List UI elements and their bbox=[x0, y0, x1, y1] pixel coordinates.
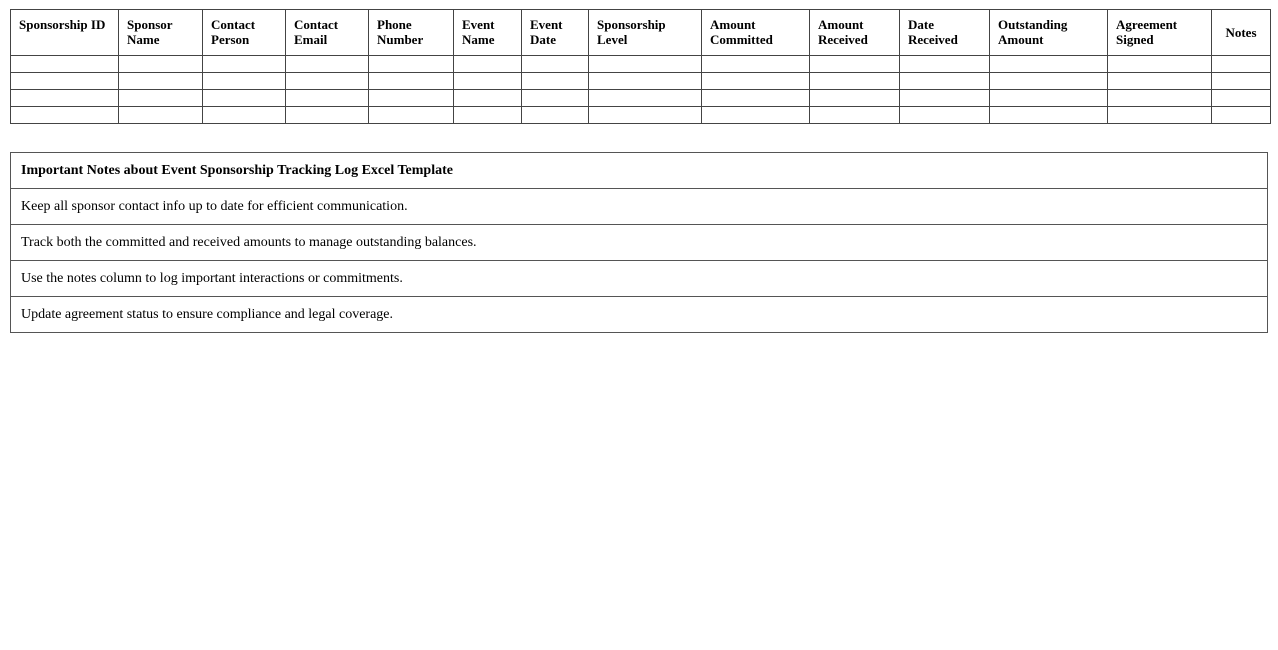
cell-sponsor-name[interactable] bbox=[119, 107, 203, 124]
cell-event-name[interactable] bbox=[454, 73, 522, 90]
cell-date-received[interactable] bbox=[900, 90, 990, 107]
cell-agreement-signed[interactable] bbox=[1108, 107, 1212, 124]
column-header-sponsorship-level[interactable]: Sponsorship Level bbox=[589, 10, 702, 56]
cell-outstanding-amount[interactable] bbox=[990, 90, 1108, 107]
cell-amount-committed[interactable] bbox=[702, 56, 810, 73]
note-item-2: Track both the committed and received amounts to manage outstanding balances. bbox=[11, 225, 1268, 261]
cell-event-date[interactable] bbox=[522, 56, 589, 73]
table-row bbox=[11, 90, 1271, 107]
cell-event-name[interactable] bbox=[454, 56, 522, 73]
cell-phone-number[interactable] bbox=[369, 73, 454, 90]
cell-event-date[interactable] bbox=[522, 107, 589, 124]
cell-outstanding-amount[interactable] bbox=[990, 73, 1108, 90]
cell-contact-email[interactable] bbox=[286, 107, 369, 124]
cell-contact-email[interactable] bbox=[286, 56, 369, 73]
cell-sponsor-name[interactable] bbox=[119, 56, 203, 73]
cell-contact-person[interactable] bbox=[203, 107, 286, 124]
cell-contact-person[interactable] bbox=[203, 73, 286, 90]
column-header-outstanding-amount[interactable]: Outstanding Amount bbox=[990, 10, 1108, 56]
cell-amount-received[interactable] bbox=[810, 73, 900, 90]
column-header-event-name[interactable]: Event Name bbox=[454, 10, 522, 56]
cell-sponsor-name[interactable] bbox=[119, 90, 203, 107]
column-header-amount-committed[interactable]: Amount Committed bbox=[702, 10, 810, 56]
table-row bbox=[11, 73, 1271, 90]
column-header-contact-email[interactable]: Contact Email bbox=[286, 10, 369, 56]
column-header-phone-number[interactable]: Phone Number bbox=[369, 10, 454, 56]
cell-sponsor-name[interactable] bbox=[119, 73, 203, 90]
cell-sponsorship-id[interactable] bbox=[11, 56, 119, 73]
cell-contact-email[interactable] bbox=[286, 90, 369, 107]
note-row bbox=[11, 261, 1268, 297]
cell-event-date[interactable] bbox=[522, 90, 589, 107]
column-header-sponsorship-id[interactable]: Sponsorship ID bbox=[11, 10, 119, 56]
cell-sponsorship-level[interactable] bbox=[589, 56, 702, 73]
cell-sponsorship-level[interactable] bbox=[589, 107, 702, 124]
column-header-event-date[interactable]: Event Date bbox=[522, 10, 589, 56]
column-header-date-received[interactable]: Date Received bbox=[900, 10, 990, 56]
cell-date-received[interactable] bbox=[900, 107, 990, 124]
cell-amount-received[interactable] bbox=[810, 90, 900, 107]
cell-event-name[interactable] bbox=[454, 107, 522, 124]
notes-heading: Important Notes about Event Sponsorship Tracking Log Excel Template bbox=[11, 153, 1268, 189]
cell-notes[interactable] bbox=[1212, 56, 1271, 73]
sponsorship-tracking-table bbox=[10, 9, 1271, 124]
column-header-contact-person[interactable]: Contact Person bbox=[203, 10, 286, 56]
cell-event-date[interactable] bbox=[522, 73, 589, 90]
cell-amount-committed[interactable] bbox=[702, 107, 810, 124]
cell-amount-committed[interactable] bbox=[702, 73, 810, 90]
cell-contact-email[interactable] bbox=[286, 73, 369, 90]
cell-notes[interactable] bbox=[1212, 107, 1271, 124]
note-item-1: Keep all sponsor contact info up to date for efficient communication. bbox=[11, 189, 1268, 225]
cell-notes[interactable] bbox=[1212, 73, 1271, 90]
cell-agreement-signed[interactable] bbox=[1108, 90, 1212, 107]
cell-notes[interactable] bbox=[1212, 90, 1271, 107]
cell-sponsorship-level[interactable] bbox=[589, 73, 702, 90]
important-notes-table bbox=[10, 152, 1268, 333]
cell-phone-number[interactable] bbox=[369, 56, 454, 73]
cell-amount-received[interactable] bbox=[810, 107, 900, 124]
table-row bbox=[11, 56, 1271, 73]
cell-event-name[interactable] bbox=[454, 90, 522, 107]
cell-contact-person[interactable] bbox=[203, 56, 286, 73]
cell-sponsorship-level[interactable] bbox=[589, 90, 702, 107]
note-row bbox=[11, 189, 1268, 225]
cell-outstanding-amount[interactable] bbox=[990, 107, 1108, 124]
cell-sponsorship-id[interactable] bbox=[11, 90, 119, 107]
cell-amount-received[interactable] bbox=[810, 56, 900, 73]
cell-contact-person[interactable] bbox=[203, 90, 286, 107]
note-row bbox=[11, 225, 1268, 261]
cell-phone-number[interactable] bbox=[369, 107, 454, 124]
cell-sponsorship-id[interactable] bbox=[11, 73, 119, 90]
cell-amount-committed[interactable] bbox=[702, 90, 810, 107]
note-item-4: Update agreement status to ensure compliance and legal coverage. bbox=[11, 297, 1268, 333]
cell-date-received[interactable] bbox=[900, 56, 990, 73]
cell-date-received[interactable] bbox=[900, 73, 990, 90]
cell-sponsorship-id[interactable] bbox=[11, 107, 119, 124]
cell-agreement-signed[interactable] bbox=[1108, 73, 1212, 90]
column-header-amount-received[interactable]: Amount Received bbox=[810, 10, 900, 56]
cell-agreement-signed[interactable] bbox=[1108, 56, 1212, 73]
note-item-3: Use the notes column to log important interactions or commitments. bbox=[11, 261, 1268, 297]
table-header-row bbox=[11, 10, 1271, 56]
note-row bbox=[11, 297, 1268, 333]
column-header-sponsor-name[interactable]: Sponsor Name bbox=[119, 10, 203, 56]
table-row bbox=[11, 107, 1271, 124]
cell-outstanding-amount[interactable] bbox=[990, 56, 1108, 73]
cell-phone-number[interactable] bbox=[369, 90, 454, 107]
notes-heading-row bbox=[11, 153, 1268, 189]
column-header-notes[interactable]: Notes bbox=[1212, 10, 1271, 56]
table-body bbox=[11, 56, 1271, 124]
column-header-agreement-signed[interactable]: Agreement Signed bbox=[1108, 10, 1212, 56]
